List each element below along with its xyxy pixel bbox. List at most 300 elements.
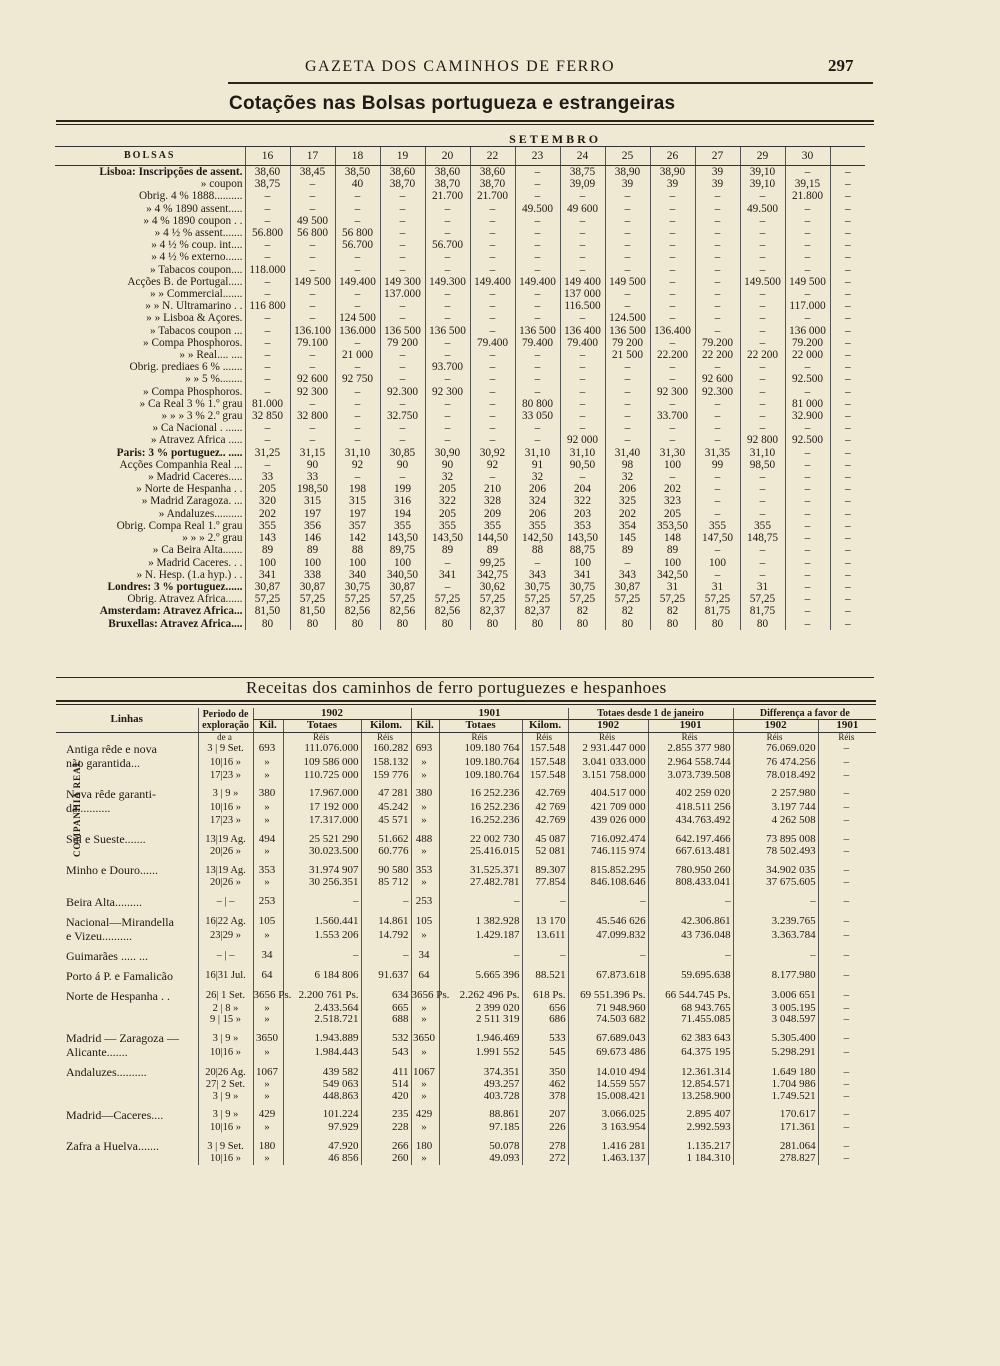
receipt-cell-p: 27| 2 Set. [198,1079,253,1090]
trailing-cell: – [830,203,865,215]
quote-cell: – [335,300,380,312]
quote-cell: – [560,422,605,434]
quote-cell: 81,75 [695,605,740,617]
quote-cell: – [245,251,290,263]
month-label: SETEMBRO [245,132,865,147]
quote-cell: 33 [245,471,290,483]
quote-cell: 202 [650,483,695,495]
quote-cell: – [605,410,650,422]
receipt-cell-d2: – [818,1122,876,1133]
quote-cell: 355 [515,520,560,532]
quote-cell: – [695,288,740,300]
quote-cell: – [740,410,785,422]
security-label: Obrig. Atravez Africa...... [127,593,243,606]
trailing-cell: – [830,215,865,227]
receipt-cell-d1: 2 257.980 [733,787,818,801]
receipt-cell-d1: 3.363.784 [733,929,818,943]
quote-cell: 93.700 [425,361,470,373]
receipt-cell-t1: 2.433.564 [283,1003,361,1014]
receipt-cell-p: 2 | 8 » [198,1003,253,1014]
units-reis-3: Réis [439,732,522,742]
line-name: Andaluzes.......... [66,1065,147,1080]
quote-cell: – [695,325,740,337]
quote-cell: – [290,264,335,276]
quote-cell: 39 [695,166,740,179]
receipt-cell-k1: 180 [253,1139,283,1153]
quote-cell: – [695,190,740,202]
receipt-cell-k1: » [253,1003,283,1014]
receipt-cell-km1: 260 [361,1153,411,1164]
quote-cell: – [425,288,470,300]
quote-cell: 80 800 [515,398,560,410]
receipt-cell-km2: 13 170 [522,915,568,929]
receipt-cell-k1: 429 [253,1108,283,1122]
col-differenca: Differença a favor de [733,708,876,720]
quote-cell: – [470,434,515,446]
receipt-cell-p: 20|26 » [198,846,253,857]
quote-cell: 21.700 [425,190,470,202]
security-label: Obrig. Compa Real 1.º grau [116,519,243,532]
quote-cell: 21.700 [470,190,515,202]
quote-cell: 92 300 [425,386,470,398]
quote-cell: 39 [695,178,740,190]
receipt-cell-t2: 27.482.781 [439,877,522,888]
receipt-cell-t1: 1.560.441 [283,915,361,929]
quote-cell: 57,25 [470,593,515,605]
receipt-cell-k1: » [253,770,283,781]
quote-cell: 39,10 [740,166,785,179]
receipt-cell-k2: » [411,929,439,943]
blank-head [55,132,245,147]
quote-cell: – [245,361,290,373]
security-label: » Atravez Africa ..... [150,434,243,447]
security-label: Acções Companhia Real ... [119,458,243,471]
trailing-cell: – [830,618,865,630]
receipt-cell-km2: 157.548 [522,770,568,781]
quote-cell: – [470,398,515,410]
line-name: Nova rêde garanti- [66,786,156,801]
quote-cell: – [605,190,650,202]
receipt-cell-t2: 2 511 319 [439,1014,522,1025]
quote-cell: 89 [605,544,650,556]
quote-cell: 32 [515,471,560,483]
quote-cell: 149.300 [425,276,470,288]
quote-cell: 315 [335,495,380,507]
quote-cell: – [245,386,290,398]
quote-cell: – [650,337,695,349]
receipt-row [56,1014,876,1025]
quote-cell: – [335,410,380,422]
receipt-cell-km2: 13.611 [522,929,568,943]
receipt-cell-t1: 101.224 [283,1108,361,1122]
units-blank-3 [411,732,439,742]
quote-cell: 100 [650,557,695,569]
quote-cell: 38,60 [425,166,470,179]
receipt-cell-t2: 109.180.764 [439,756,522,770]
quote-cell: 31 [695,581,740,593]
quote-cell: – [650,422,695,434]
receipt-cell-a: 67.689.043 [568,1031,648,1045]
quote-cell: 38,75 [245,178,290,190]
stock-row [55,166,865,179]
quote-cell: 100 [335,557,380,569]
stock-row [55,264,865,276]
receipt-cell-d1: 3.006 651 [733,989,818,1003]
receipt-cell-t2: 25.416.015 [439,846,522,857]
stock-row [55,288,865,300]
stock-row [55,422,865,434]
receipt-row [56,815,876,826]
quote-cell: – [785,459,830,471]
quote-cell: – [380,471,425,483]
receipt-cell-km2: 88.521 [522,969,568,983]
trailing-cell: – [830,373,865,385]
quote-cell: – [290,203,335,215]
quote-cell: – [785,520,830,532]
receipt-cell-km1: 420 [361,1091,411,1102]
quote-cell: 148,75 [740,532,785,544]
receipt-cell-k1: 3656 Ps. [253,989,292,1002]
quote-cell: – [695,227,740,239]
receipt-cell-t1: 109 586 000 [283,756,361,770]
quote-cell: 30,87 [380,581,425,593]
quote-cell: – [290,239,335,251]
quote-cell: – [605,361,650,373]
receipt-cell-k1: » [253,756,283,770]
quote-cell: 38,70 [425,178,470,190]
receipt-cell-k1: 1067 [253,1065,283,1079]
receipt-cell-p: 9 | 15 » [198,1014,253,1025]
quote-cell: 82,37 [470,605,515,617]
quote-cell: 56.800 [245,227,290,239]
page-number: 297 [828,56,854,75]
trailing-cell: – [830,349,865,361]
quote-cell: 124 500 [335,312,380,324]
quote-cell: 92.300 [695,386,740,398]
quote-cell: – [740,264,785,276]
stock-row [55,178,865,190]
receipt-row [56,742,876,756]
security-label: » » » 3 % 2.º grau [161,410,243,423]
quote-cell: – [470,300,515,312]
quote-cell: – [560,471,605,483]
quote-cell: – [470,239,515,251]
journal-title: GAZETA DOS CAMINHOS DE FERRO [305,58,616,75]
quote-cell: – [515,312,560,324]
quote-cell: – [425,264,470,276]
quote-cell: 39,09 [560,178,605,190]
receipt-cell-km1: 158.132 [361,756,411,770]
quote-cell: 341 [245,569,290,581]
stock-row [55,544,865,556]
security-label: » Tabacos coupon ... [150,324,243,337]
quote-cell: – [605,203,650,215]
stock-row [55,532,865,544]
quote-cell: – [605,398,650,410]
day-header: 16 [245,147,290,166]
quote-cell: 33.700 [650,410,695,422]
security-label: Paris: 3 % portuguez.. ..... [116,446,243,459]
quote-cell: 56 800 [290,227,335,239]
receipt-cell-d2: – [818,949,876,963]
quote-cell: 149 300 [380,276,425,288]
quote-cell: – [425,227,470,239]
quote-cell: 22 200 [740,349,785,361]
quote-cell: 80 [740,618,785,630]
receipt-cell-t2: 16.252.236 [439,815,522,826]
quote-cell: – [515,215,560,227]
receipt-cell-p: 17|23 » [198,770,253,781]
quote-cell: 355 [245,520,290,532]
quote-cell: 39 [605,178,650,190]
line-name [56,1014,198,1025]
stock-row [55,447,865,459]
stock-row [55,520,865,532]
quote-cell: 38,50 [335,166,380,179]
receipt-cell-km1: 634 [361,989,411,1003]
quote-cell: – [245,373,290,385]
quote-cell: – [335,361,380,373]
receipt-cell-km1: 91.637 [361,969,411,983]
quote-cell: – [515,386,560,398]
receipt-cell-t2: 374.351 [439,1065,522,1079]
quote-cell: – [740,227,785,239]
receipt-cell-b: 2.992.593 [648,1122,733,1133]
trailing-cell: – [830,325,865,337]
receipt-cell-km2: 272 [522,1153,568,1164]
quote-cell: 206 [515,483,560,495]
quote-cell: – [470,422,515,434]
quote-cell: 81 000 [785,398,830,410]
receipt-cell-t1: 17.967.000 [283,787,361,801]
receipt-cell-km2: 278 [522,1139,568,1153]
quote-cell: – [515,422,560,434]
quote-cell: – [560,386,605,398]
quote-cell: 56.700 [335,239,380,251]
receipt-cell-d1: 3 048.597 [733,1014,818,1025]
receipt-cell-k1: » [253,877,283,888]
receipt-cell-k2: 380 [411,787,439,801]
col-kil-1902: Kil. [253,720,283,732]
quote-cell: – [380,264,425,276]
quote-cell: 82 [650,605,695,617]
stock-row [55,325,865,337]
quote-cell: – [380,203,425,215]
quote-cell: – [245,288,290,300]
quote-cell: 92 [335,459,380,471]
quote-cell: 90 [425,459,470,471]
security-label: » Ca Nacional . ...... [152,422,243,435]
quote-cell: – [425,349,470,361]
quote-cell: 31,10 [740,447,785,459]
quote-cell: 342,50 [650,569,695,581]
receipt-cell-b: 71.455.085 [648,1014,733,1025]
quote-cell: – [785,264,830,276]
quote-cell: – [785,239,830,251]
day-header: 29 [740,147,785,166]
quote-cell: – [290,288,335,300]
quote-cell: – [785,227,830,239]
quote-cell: – [335,386,380,398]
quote-cell: 205 [425,508,470,520]
quote-cell: 31,10 [515,447,560,459]
receipt-cell-d1: 1.704 986 [733,1079,818,1090]
line-name [56,1153,198,1164]
receipt-cell-k1: 105 [253,915,283,929]
security-label: Lisboa: Inscripções de assent. [99,166,243,178]
quote-cell: – [785,532,830,544]
quote-cell: – [785,203,830,215]
security-label: » Madrid Caceres. . . [148,556,243,569]
receipt-cell-d2: – [818,1031,876,1045]
security-label: » Madrid Zaragoza. ... [141,495,243,508]
receipt-cell-t1: 30.023.500 [283,846,361,857]
quote-cell: – [335,251,380,263]
receipt-cell-k2: 3656 Ps. [411,989,450,1002]
col-jan-1901: 1901 [648,720,733,732]
security-label: » » Commercial....... [149,288,243,301]
receipt-cell-t1: 439 582 [283,1065,361,1079]
receipt-cell-km2: 618 Ps. [522,989,568,1003]
day-header: 24 [560,147,605,166]
receipt-cell-t2: 403.728 [439,1091,522,1102]
receipt-cell-d1: 8.177.980 [733,969,818,983]
quote-cell: – [650,361,695,373]
quote-cell: 38,60 [245,166,290,179]
stock-quotations-table [55,132,865,630]
receipt-cell-k1: » [253,1045,283,1059]
security-label: » 4 ½ % coup. int.... [151,239,243,252]
receipt-row [56,1139,876,1153]
receipt-cell-k2: 64 [411,969,439,983]
receipt-cell-k2: » [411,1122,439,1133]
quote-cell: – [335,337,380,349]
quote-cell: 82,56 [425,605,470,617]
receipt-cell-t2: 5.665 396 [439,969,522,983]
stock-row [55,337,865,349]
col-totaes-1901: Totaes [439,720,522,732]
quote-cell: 205 [245,483,290,495]
receipt-cell-t1: 17.317.000 [283,815,361,826]
receipt-cell-t2: 1.429.187 [439,929,522,943]
quote-cell: 57,25 [425,593,470,605]
quote-cell: 30,75 [515,581,560,593]
units-reis-6: Réis [648,732,733,742]
receipt-cell-km2: 89.307 [522,863,568,877]
stock-row [55,349,865,361]
quote-cell: – [695,483,740,495]
stocks-title-rule [56,120,874,122]
quote-cell: 206 [515,508,560,520]
quote-cell: 202 [605,508,650,520]
quote-cell: 343 [515,569,560,581]
receipt-cell-a: 3 163.954 [568,1122,648,1133]
line-name [56,770,198,781]
receipt-cell-d1: 1.649 180 [733,1065,818,1079]
receipt-cell-d2: – [818,1065,876,1079]
quote-cell: 355 [470,520,515,532]
receipt-cell-b: 667.613.481 [648,846,733,857]
quote-cell: – [245,215,290,227]
bolsas-label: BOLSAS [55,147,245,166]
col-kilom-1902: Kilom. [361,720,411,732]
receipt-cell-b: 3.073.739.508 [648,770,733,781]
stocks-title-rule-2 [56,124,874,125]
quote-cell: – [650,215,695,227]
quote-cell: 92 300 [290,386,335,398]
quote-cell: 341 [425,569,470,581]
quote-cell: 92 [470,459,515,471]
receipt-cell-km2: 42.769 [522,815,568,826]
quote-cell: – [740,373,785,385]
quote-cell: 31,30 [650,447,695,459]
quote-cell: 21.800 [785,190,830,202]
quote-cell: – [470,227,515,239]
quote-cell: 88 [515,544,560,556]
line-name [56,1079,198,1090]
quote-cell: 82,37 [515,605,560,617]
trailing-cell: – [830,557,865,569]
quote-cell: 325 [605,495,650,507]
quote-cell: 320 [245,495,290,507]
quote-cell: 79.400 [470,337,515,349]
quote-cell: – [605,422,650,434]
receipt-cell-k1: » [253,1153,283,1164]
quote-cell: – [605,251,650,263]
quote-cell: 57,25 [605,593,650,605]
quote-cell: 90 [290,459,335,471]
receipt-cell-k1: 353 [253,863,283,877]
quote-cell: 92 750 [335,373,380,385]
quote-cell: – [245,276,290,288]
quote-cell: – [605,434,650,446]
quote-cell: – [335,398,380,410]
receipt-cell-b: 1.135.217 [648,1139,733,1153]
quote-cell: 143,50 [425,532,470,544]
receipt-cell-d2: – [818,1003,876,1014]
quote-cell: 149 500 [605,276,650,288]
quote-cell: 91 [515,459,560,471]
receipt-cell-b: 2.964 558.744 [648,756,733,770]
quote-cell: 31,15 [290,447,335,459]
line-name: Madrid — Zaragoza — [66,1031,179,1046]
quote-cell: 341 [560,569,605,581]
quote-cell: – [650,312,695,324]
security-label: » 4 ½ % externo...... [151,251,243,264]
units-blank-2 [253,732,283,742]
quote-cell: – [650,203,695,215]
quote-cell: – [650,373,695,385]
quote-cell: – [740,239,785,251]
receipt-cell-t2: 1 382.928 [439,915,522,929]
receipt-cell-a: 74.503 682 [568,1014,648,1025]
quote-cell: – [515,166,560,179]
receipt-cell-a: – [568,895,648,909]
receipt-cell-km1: 543 [361,1045,411,1059]
quote-cell: – [650,239,695,251]
quote-cell: – [695,264,740,276]
quote-cell: 56 800 [335,227,380,239]
quote-cell: 38,60 [380,166,425,179]
quote-cell: 136 000 [785,325,830,337]
receipt-cell-p: – | – [198,949,253,963]
quote-cell: 31,35 [695,447,740,459]
quote-cell: 80 [470,618,515,630]
quote-cell: 98,50 [740,459,785,471]
quote-cell: 323 [650,495,695,507]
quote-cell: 324 [515,495,560,507]
receipt-cell-t2: – [439,895,522,909]
